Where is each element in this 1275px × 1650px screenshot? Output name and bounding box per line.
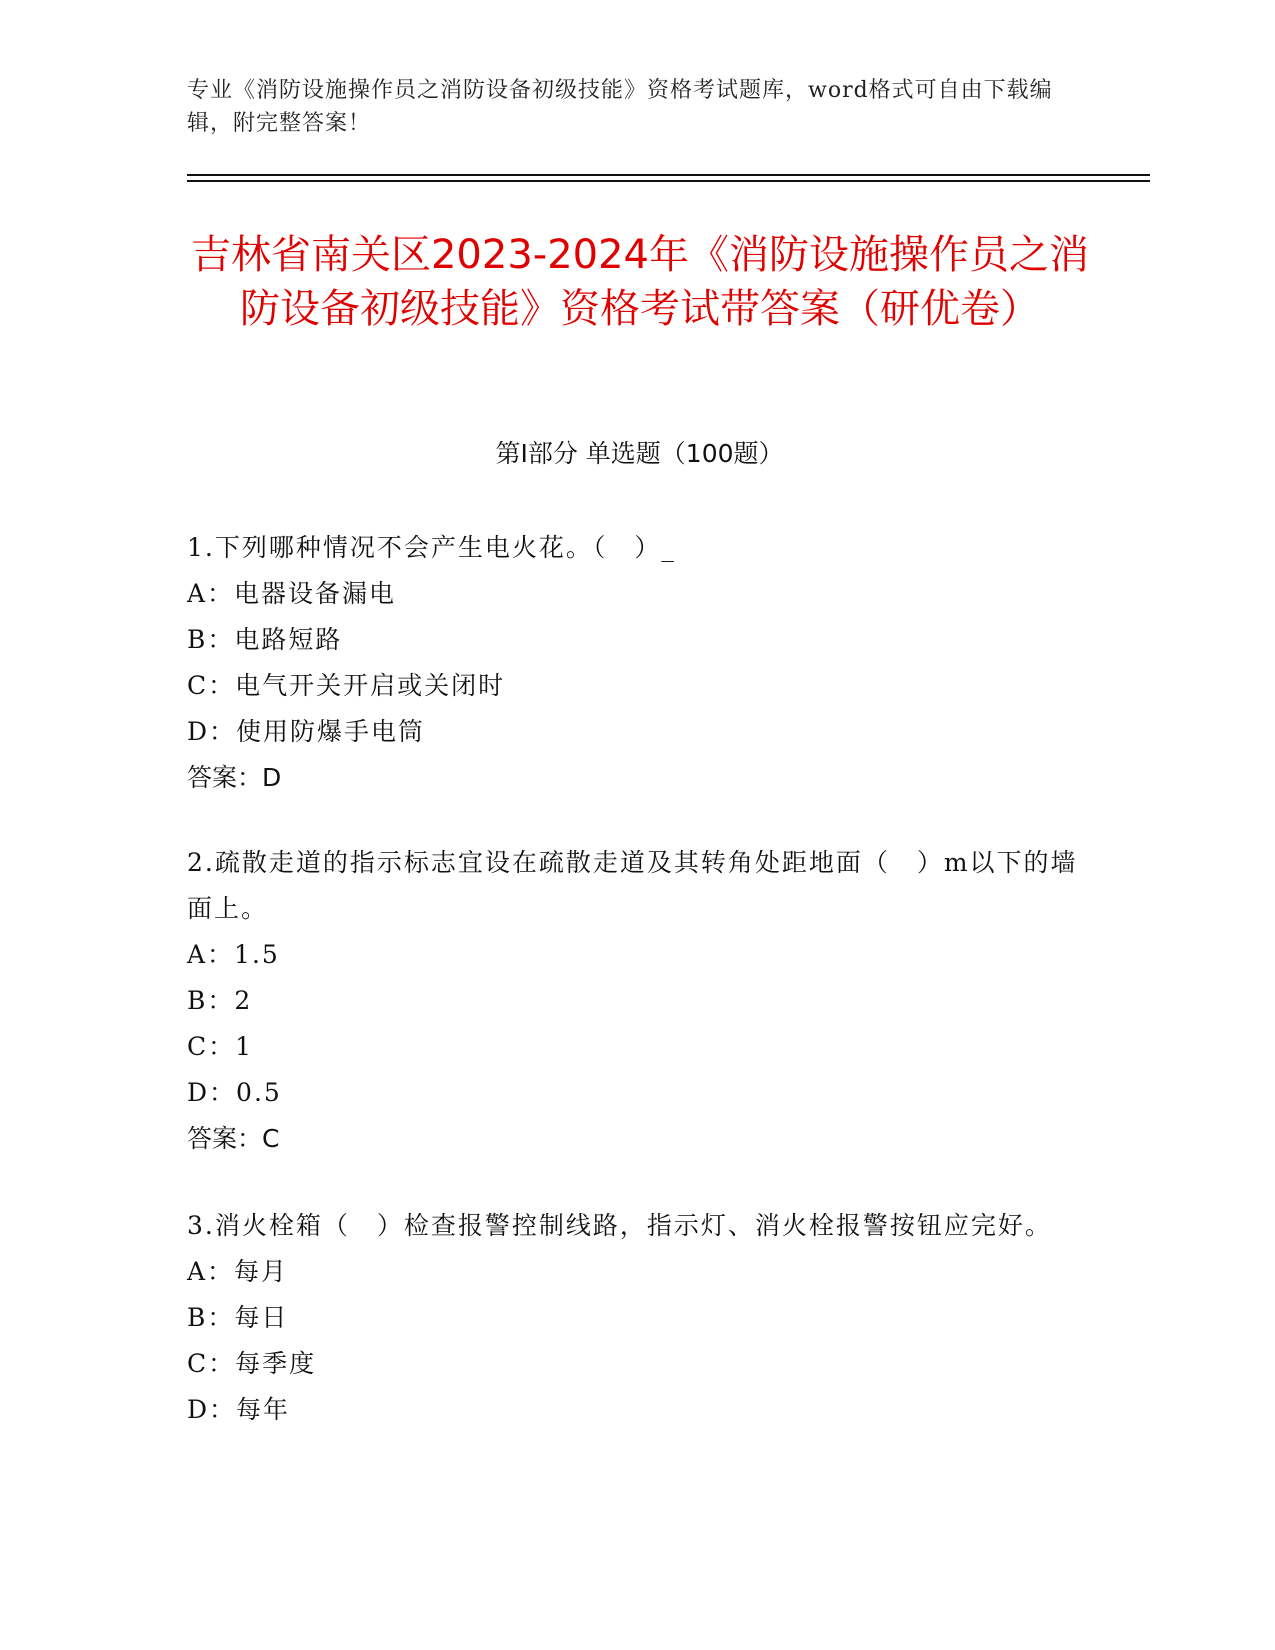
- option-a: A：每月: [187, 1257, 289, 1286]
- header-rule-bottom: [187, 180, 1150, 182]
- option-d: D：每年: [187, 1395, 291, 1424]
- question-stem: 1.下列哪种情况不会产生电火花。（ ）_: [187, 533, 676, 562]
- question-stem: 3.消火栓箱（ ）检查报警控制线路，指示灯、消火栓报警按钮应完好。: [187, 1211, 1052, 1240]
- question-stem: 2.疏散走道的指示标志宜设在疏散走道及其转角处距地面（ ）m以下的墙面上。: [187, 848, 1078, 923]
- option-a: A：1.5: [187, 940, 280, 969]
- option-a: A：电器设备漏电: [187, 579, 397, 608]
- option-c: C：电气开关开启或关闭时: [187, 671, 506, 700]
- question-2: [187, 840, 1087, 1162]
- section-title: 第Ⅰ部分 单选题（100题）: [495, 439, 784, 468]
- header-rule-top: [187, 174, 1150, 176]
- option-b: B：每日: [187, 1303, 289, 1332]
- answer: 答案：D: [187, 763, 282, 792]
- question-1: [187, 525, 1087, 801]
- option-d: D：0.5: [187, 1078, 282, 1107]
- document-title: 吉林省南关区2023-2024年《消防设施操作员之消防设备初级技能》资格考试带答案（研优卷）: [190, 232, 1090, 332]
- option-c: C：1: [187, 1032, 254, 1061]
- option-d: D：使用防爆手电筒: [187, 717, 426, 746]
- option-c: C：每季度: [187, 1349, 317, 1378]
- option-b: B：电路短路: [187, 625, 343, 654]
- header-note: 专业《消防设施操作员之消防设备初级技能》资格考试题库，word格式可自由下载编辑，附完整答案！: [187, 78, 1053, 136]
- answer: 答案：C: [187, 1124, 280, 1153]
- option-b: B：2: [187, 986, 253, 1015]
- question-3: [187, 1203, 1087, 1433]
